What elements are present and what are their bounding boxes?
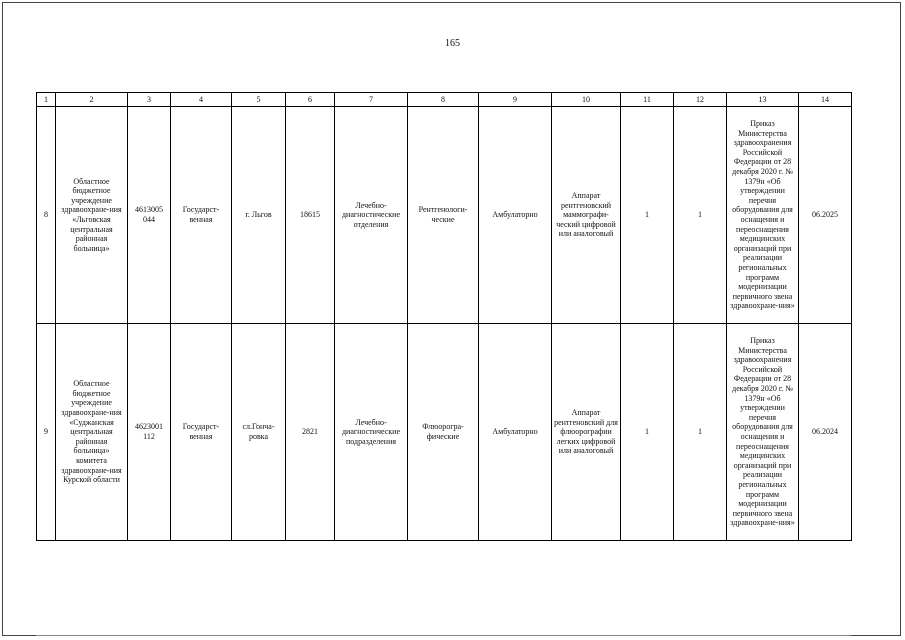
header-cell: 13	[727, 93, 799, 107]
date-cell: 06.2025	[799, 107, 852, 324]
page-number: 165	[445, 38, 460, 49]
quantity-cell: 1	[621, 324, 674, 541]
data-table	[36, 92, 852, 541]
quantity-cell: 1	[674, 107, 727, 324]
unit-type-cell: Флюорогра-фические	[408, 324, 479, 541]
equipment-cell: Аппарат рентгеновский маммографи-ческий цифровой или аналоговый	[552, 107, 621, 324]
care-condition-cell: Амбулаторно	[479, 107, 552, 324]
header-cell: 7	[335, 93, 408, 107]
organization-cell: Областное бюджетное учреждение здравоохране-ния «Льговская центральная районная больница»	[56, 107, 128, 324]
legal-basis-cell: Приказ Министерства здравоохранения Российской Федерации от 28 декабря 2020 г. № 1379н «Об утверждении перечня оборудования для оснащения и переоснащения медицинских организаций при реализации региональных программ модернизации первичного звена здравоохране-ния»	[727, 107, 799, 324]
table-header-row	[37, 93, 852, 107]
department-cell: Лечебно-диагностические подразделения	[335, 324, 408, 541]
quantity-cell: 1	[621, 107, 674, 324]
population-cell: 2821	[286, 324, 335, 541]
legal-basis-cell: Приказ Министерства здравоохранения Российской Федерации от 28 декабря 2020 г. № 1379н «Об утверждении перечня оборудования для оснащения и переоснащения медицинских организаций при реализации региональных программ модернизации первичного звена здравоохране-ния»	[727, 324, 799, 541]
ownership-cell: Государст-венная	[171, 324, 232, 541]
header-cell: 2	[56, 93, 128, 107]
table-row	[37, 107, 852, 324]
equipment-cell: Аппарат рентгеновский для флюорографии легких цифровой или аналоговый	[552, 324, 621, 541]
locality-cell: сл.Гонча-ровка	[232, 324, 286, 541]
population-cell: 18615	[286, 107, 335, 324]
header-cell: 5	[232, 93, 286, 107]
care-condition-cell: Амбулаторно	[479, 324, 552, 541]
unit-type-cell: Рентгенологи-ческие	[408, 107, 479, 324]
header-cell: 14	[799, 93, 852, 107]
code-cell: 4623001 112	[128, 324, 171, 541]
row-number-cell: 9	[37, 324, 56, 541]
header-cell: 1	[37, 93, 56, 107]
header-cell: 9	[479, 93, 552, 107]
header-cell: 10	[552, 93, 621, 107]
ownership-cell: Государст-венная	[171, 107, 232, 324]
header-cell: 6	[286, 93, 335, 107]
header-cell: 3	[128, 93, 171, 107]
table-row	[37, 324, 852, 541]
date-cell: 06.2024	[799, 324, 852, 541]
header-cell: 8	[408, 93, 479, 107]
department-cell: Лечебно-диагностические отделения	[335, 107, 408, 324]
row-number-cell: 8	[37, 107, 56, 324]
bottom-rule	[36, 635, 851, 636]
locality-cell: г. Льгов	[232, 107, 286, 324]
header-cell: 12	[674, 93, 727, 107]
organization-cell: Областное бюджетное учреждение здравоохране-ния «Суджанская центральная районная больница» комитета здравоохране-ния Курской области	[56, 324, 128, 541]
header-cell: 4	[171, 93, 232, 107]
quantity-cell: 1	[674, 324, 727, 541]
code-cell: 4613005 044	[128, 107, 171, 324]
header-cell: 11	[621, 93, 674, 107]
